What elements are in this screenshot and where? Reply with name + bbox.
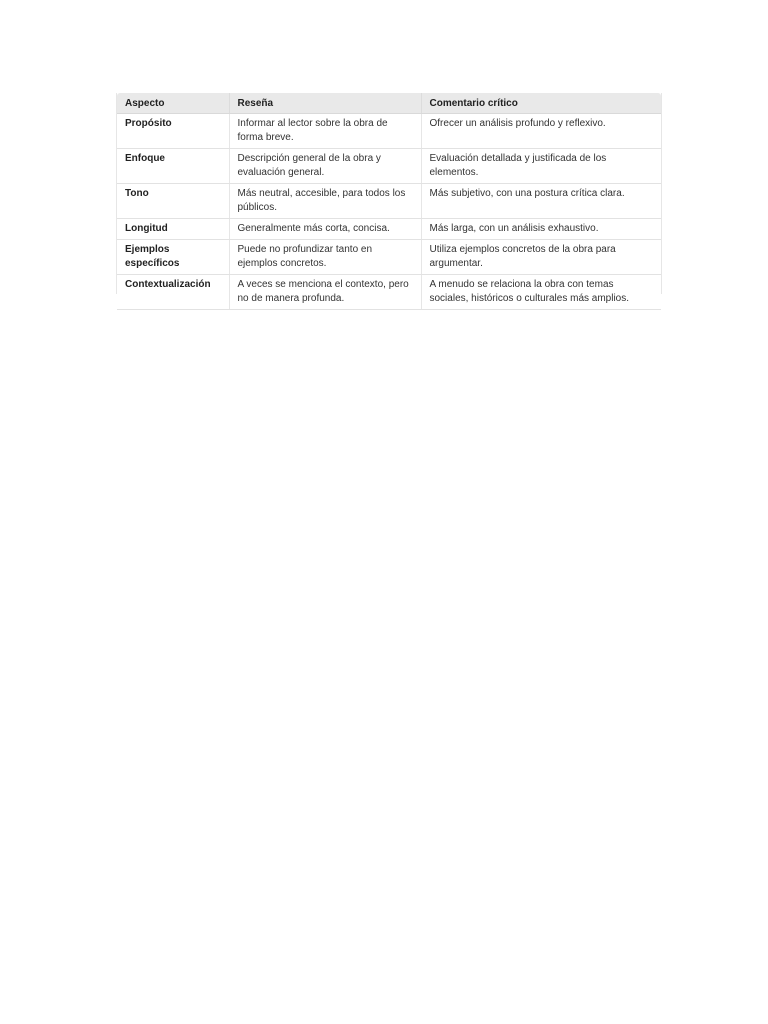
row-resena-cell: Generalmente más corta, concisa. [229, 219, 421, 240]
table-body [117, 114, 661, 310]
row-aspect-cell: Contextualización [117, 275, 229, 310]
row-aspect-cell: Enfoque [117, 149, 229, 184]
row-comentario-cell: Más subjetivo, con una postura crítica clara. [421, 184, 661, 219]
row-resena-cell: Más neutral, accesible, para todos los públicos. [229, 184, 421, 219]
row-comentario-cell: Más larga, con un análisis exhaustivo. [421, 219, 661, 240]
table-header [117, 93, 661, 114]
comparison-table-container [116, 93, 662, 304]
row-comentario-cell: Utiliza ejemplos concretos de la obra para argumentar. [421, 240, 661, 275]
header-aspecto: Aspecto [117, 93, 229, 114]
table-row [117, 240, 661, 275]
table-row [117, 149, 661, 184]
table-row [117, 275, 661, 310]
header-comentario-critico: Comentario crítico [421, 93, 661, 114]
row-aspect-cell: Tono [117, 184, 229, 219]
table-row [117, 219, 661, 240]
row-resena-cell: Informar al lector sobre la obra de forma breve. [229, 114, 421, 149]
row-aspect-cell: Propósito [117, 114, 229, 149]
row-resena-cell: A veces se menciona el contexto, pero no de manera profunda. [229, 275, 421, 310]
row-resena-cell: Descripción general de la obra y evaluación general. [229, 149, 421, 184]
row-resena-cell: Puede no profundizar tanto en ejemplos concretos. [229, 240, 421, 275]
header-row [117, 93, 661, 114]
table-row [117, 114, 661, 149]
comparison-table [117, 93, 661, 310]
row-aspect-cell: Ejemplos específicos [117, 240, 229, 275]
row-comentario-cell: Ofrecer un análisis profundo y reflexivo. [421, 114, 661, 149]
header-resena: Reseña [229, 93, 421, 114]
row-comentario-cell: Evaluación detallada y justificada de los elementos. [421, 149, 661, 184]
row-comentario-cell: A menudo se relaciona la obra con temas sociales, históricos o culturales más amplios. [421, 275, 661, 310]
table-row [117, 184, 661, 219]
row-aspect-cell: Longitud [117, 219, 229, 240]
